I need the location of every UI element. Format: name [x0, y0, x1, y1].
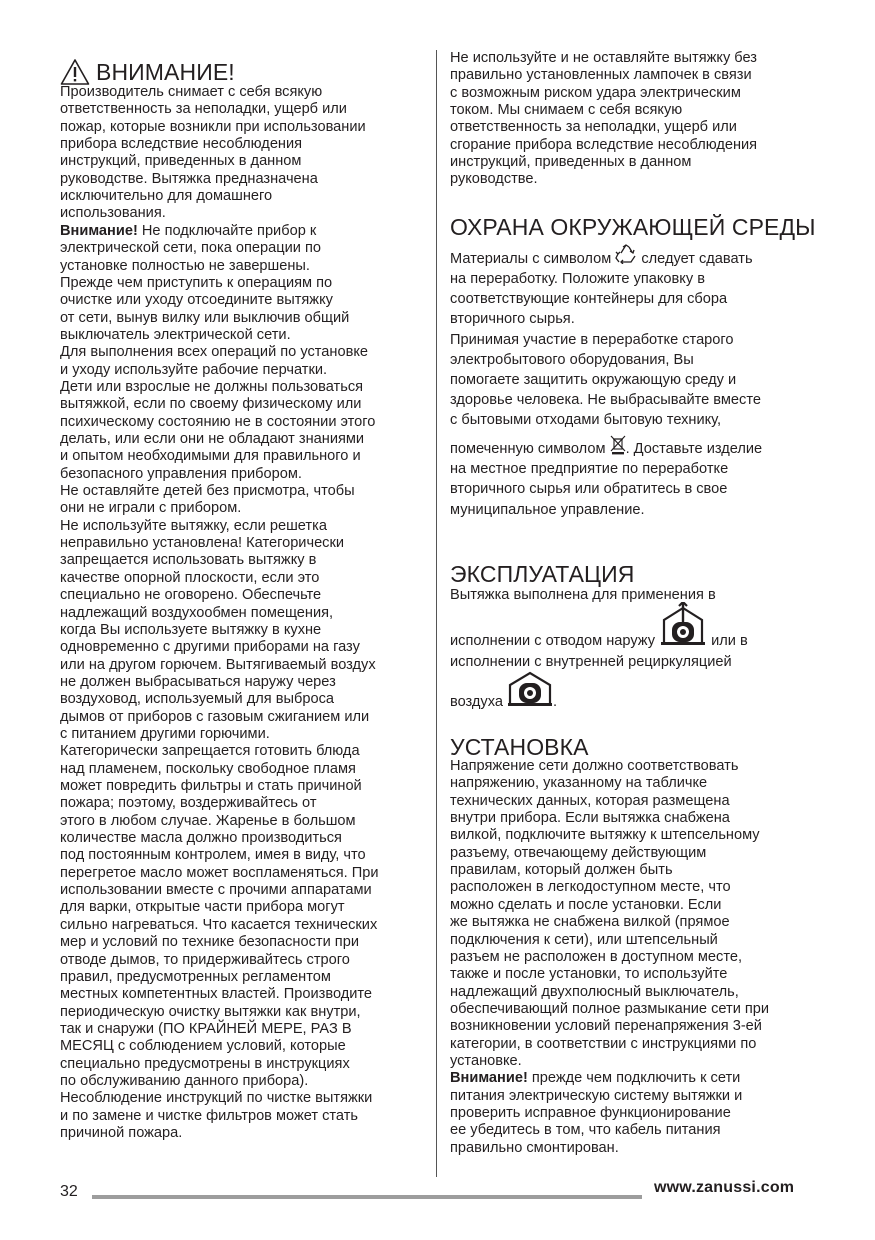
warning-title: ВНИМАНИЕ! — [96, 59, 235, 85]
body-line: причиной пожара. — [60, 1125, 183, 1141]
body-line: специально не оговорено. Обеспечьте — [60, 587, 322, 604]
environment-first-line — [450, 251, 753, 268]
body-line: безопасного управления прибором. — [60, 465, 302, 482]
installation-line: возникновении условий перенапряжения 3-ей — [450, 1018, 762, 1035]
operation-line-4 — [450, 694, 557, 711]
environment-line: помогаете защитить окружающую среду и — [450, 372, 737, 388]
body-line: и опытом необходимыми для правильного и — [60, 448, 361, 465]
intro-line: током. Мы снимаем с себя всякую — [450, 102, 683, 119]
installation-line: правилам, который должен быть — [450, 862, 673, 879]
line-text: Не подключайте прибор к — [137, 222, 317, 239]
body-line: мер и условий по технике безопасности при — [60, 934, 359, 951]
intro-line: ответственность за неполадки, ущерб или — [450, 119, 737, 136]
warning-triangle-icon — [60, 58, 90, 86]
environment-line: вторичного сырья. — [450, 311, 575, 328]
body-line: и по замене и чистке фильтров может стать — [60, 1107, 359, 1124]
body-line: так и снаружи (ПО КРАЙНЕЙ МЕРЕ, РАЗ В — [60, 1020, 352, 1037]
body-line: запрещается использовать вытяжку в — [60, 552, 317, 569]
body-line: Категорически запрещается готовить блюда — [60, 743, 360, 760]
environment-text: Материалы с символом — [450, 251, 616, 267]
body-line: делать, или если они не обладают знаниями — [60, 431, 365, 447]
body-line: инструкций, приведенных в данном — [60, 153, 302, 170]
page-number: 32 — [60, 1183, 78, 1200]
body-line: и уходу используйте рабочие перчатки. — [60, 361, 328, 378]
body-line: установке полностью не завершены. — [60, 257, 310, 274]
body-line: Производитель снимает с себя всякую — [60, 84, 323, 100]
body-line: вытяжкой, если по своему физическому или — [60, 396, 362, 413]
environment-line: соответствующие контейнеры для сбора — [450, 291, 728, 308]
body-line — [60, 223, 316, 240]
installation-line: вилкой, подключите вытяжку к штепсельному — [450, 827, 760, 844]
line-text: прежде чем подключить к сети — [527, 1070, 741, 1087]
body-line: одновременно с другими приборами на газу — [60, 639, 360, 656]
body-line: количестве масла должно производиться — [60, 830, 342, 847]
installation-line: расположен в легкодоступном месте, что — [450, 879, 731, 896]
body-line: сильно нагреваться. Что касается технических — [60, 916, 378, 933]
intro-line: Не используйте и не оставляйте вытяжку без — [450, 50, 757, 66]
body-line: местных компетентных властей. Производите — [60, 986, 373, 1003]
footer-rule — [92, 1195, 642, 1199]
body-line: они не играли с прибором. — [60, 500, 242, 517]
environment-text: . Доставьте изделие — [625, 441, 763, 457]
installation-line: правильно смонтирован. — [450, 1139, 619, 1156]
installation-line: разъему, отвечающему действующим — [450, 844, 707, 861]
body-line: Не используйте вытяжку, если решетка — [60, 517, 327, 534]
environment-line: муниципальное управление. — [450, 501, 645, 518]
environment-line: на переработку. Положите упаковку в — [450, 271, 705, 287]
installation-line: установке. — [450, 1052, 522, 1069]
intro-line: с возможным риском удара электрическим — [450, 84, 741, 101]
body-line: этого в любом случае. Жаренье в большом — [60, 812, 356, 829]
environment-line: на местное предприятие по переработке — [450, 461, 729, 477]
body-line: может повредить фильтры и стать причиной — [60, 778, 362, 794]
installation-line: надлежащий двухполюсный выключатель, — [450, 983, 739, 1000]
body-line: использовании вместе с прочими аппаратами — [60, 882, 372, 899]
environment-line: электробытового оборудования, Вы — [450, 351, 694, 368]
operation-text: или в — [707, 633, 748, 649]
body-line: ответственность за неполадки, ущерб или — [60, 101, 347, 118]
body-line: воздуховод, используемый для выброса — [60, 691, 334, 708]
column-divider — [436, 50, 437, 1177]
environment-line: с бытовыми отходами бытовую технику, — [450, 412, 722, 429]
body-line: Для выполнения всех операций по установке — [60, 344, 369, 361]
intro-line: инструкций, приведенных в данном — [450, 154, 692, 171]
intro-line: правильно установленных лампочек в связи — [450, 67, 752, 84]
installation-line: категории, в соответствии с инструкциями по — [450, 1035, 757, 1052]
body-line: Прежде чем приступить к операциям по — [60, 274, 333, 291]
environment-text: помеченную символом — [450, 441, 610, 457]
installation-line: напряжению, указанному на табличке — [450, 775, 708, 792]
house-recirculation-icon — [507, 671, 553, 707]
body-line: пожар, которые возникли при использовании — [60, 118, 366, 135]
installation-line: подключения к сети), или штепсельный — [450, 931, 718, 948]
intro-line: руководстве. — [450, 171, 538, 188]
body-line: неправильно установлена! Категорически — [60, 535, 345, 552]
body-line: выключатель электрической сети. — [60, 326, 291, 343]
body-line: периодическую очистку вытяжки как внутри, — [60, 1003, 361, 1020]
house-extraction-icon — [659, 602, 707, 646]
environment-heading: ОХРАНА ОКРУЖАЮЩЕЙ СРЕДЫ — [450, 214, 816, 240]
body-line: или на другом горючем. Вытягиваемый воздух — [60, 656, 376, 673]
installation-line: ее убедитесь в том, что кабель питания — [450, 1122, 721, 1139]
body-line: отводе дымов, то придерживайтесь строго — [60, 951, 350, 968]
environment-line: здоровье человека. Не выбрасывайте вместе — [450, 392, 761, 409]
body-line: дымов от приборов с газовым сжиганием или — [60, 708, 370, 725]
installation-line: технических данных, которая размещена — [450, 792, 730, 809]
body-line: по обслуживанию данного прибора). — [60, 1072, 309, 1089]
installation-line: питания электрическую систему вытяжки и — [450, 1087, 743, 1104]
body-line: под постоянным контролем, имея в виду, что — [60, 847, 366, 864]
installation-line: же вытяжка не снабжена вилкой (прямое — [450, 914, 730, 931]
environment-line: вторичного сырья или обратитесь в свое — [450, 481, 728, 498]
body-line: Дети или взрослые не должны пользоваться — [60, 378, 364, 395]
body-line: от сети, вынув вилку или выключив общий — [60, 309, 350, 326]
body-line: пожара; поэтому, воздерживайтесь от — [60, 795, 317, 812]
body-line: для варки, открытые части прибора могут — [60, 899, 345, 916]
body-line: не должен выбрасываться наружу через — [60, 673, 336, 690]
environment-text: следует сдавать — [637, 251, 753, 267]
operation-line-2 — [450, 633, 748, 650]
operation-line-3: исполнении с внутренней рециркуляцией — [450, 654, 732, 670]
emphasis-label: Внимание! — [60, 222, 138, 239]
body-line: исключительно для домашнего — [60, 188, 273, 205]
body-line: надлежащий воздухообмен помещения, — [60, 604, 334, 621]
intro-line: сгорание прибора вследствие несоблюдения — [450, 136, 758, 153]
body-line: над пламенем, поскольку свободное пламя — [60, 760, 356, 777]
body-line: Не оставляйте детей без присмотра, чтобы — [60, 483, 355, 500]
installation-line: обеспечивающий полное размыкание сети при — [450, 1000, 770, 1017]
installation-line: Напряжение сети должно соответствовать — [450, 758, 739, 774]
operation-text: исполнении с отводом наружу — [450, 633, 660, 649]
installation-line: также и после установки, то используйте — [450, 966, 728, 983]
operation-text: . — [553, 694, 558, 710]
body-line: качестве опорной плоскости, если это — [60, 569, 320, 586]
installation-line — [450, 1070, 740, 1087]
recycle-icon — [615, 244, 637, 264]
body-line: правил, предусмотренных регламентом — [60, 968, 331, 985]
body-line: психическому состоянию не в состоянии этого — [60, 413, 376, 430]
operation-text: воздуха — [450, 694, 508, 710]
crossed-bin-icon — [610, 435, 626, 455]
body-line: когда Вы используете вытяжку в кухне — [60, 621, 322, 638]
body-line: специально предусмотрены в инструкциях — [60, 1055, 350, 1072]
body-line: электрической сети, пока операции по — [60, 240, 322, 257]
installation-line: внутри прибора. Если вытяжка снабжена — [450, 810, 730, 827]
body-line: руководстве. Вытяжка предназначена — [60, 170, 318, 187]
installation-heading: УСТАНОВКА — [450, 734, 589, 760]
body-line: очистке или уходу отсоедините вытяжку — [60, 292, 333, 309]
environment-line: Принимая участие в переработке старого — [450, 331, 734, 348]
body-line: прибора вследствие несоблюдения — [60, 136, 303, 153]
installation-line: можно сделать и после установки. Если — [450, 896, 722, 913]
body-line: МЕСЯЦ с соблюдением условий, которые — [60, 1038, 346, 1055]
body-line: использования. — [60, 205, 166, 222]
body-line: Несоблюдение инструкций по чистке вытяжки — [60, 1090, 373, 1107]
website-link[interactable]: www.zanussi.com — [654, 1179, 795, 1196]
installation-line: разъем не расположен в доступном месте, — [450, 948, 743, 965]
warning-heading — [60, 58, 235, 86]
body-line: с питанием другими горючими. — [60, 725, 270, 742]
environment-weee-line — [450, 441, 762, 458]
operation-heading: ЭКСПЛУАТАЦИЯ — [450, 561, 635, 587]
emphasis-label: Внимание! — [450, 1070, 528, 1087]
operation-line-1: Вытяжка выполнена для применения в — [450, 587, 716, 603]
installation-line: проверить исправное функционирование — [450, 1105, 731, 1121]
body-line: перегретое масло может воспламеняться. При — [60, 864, 379, 881]
